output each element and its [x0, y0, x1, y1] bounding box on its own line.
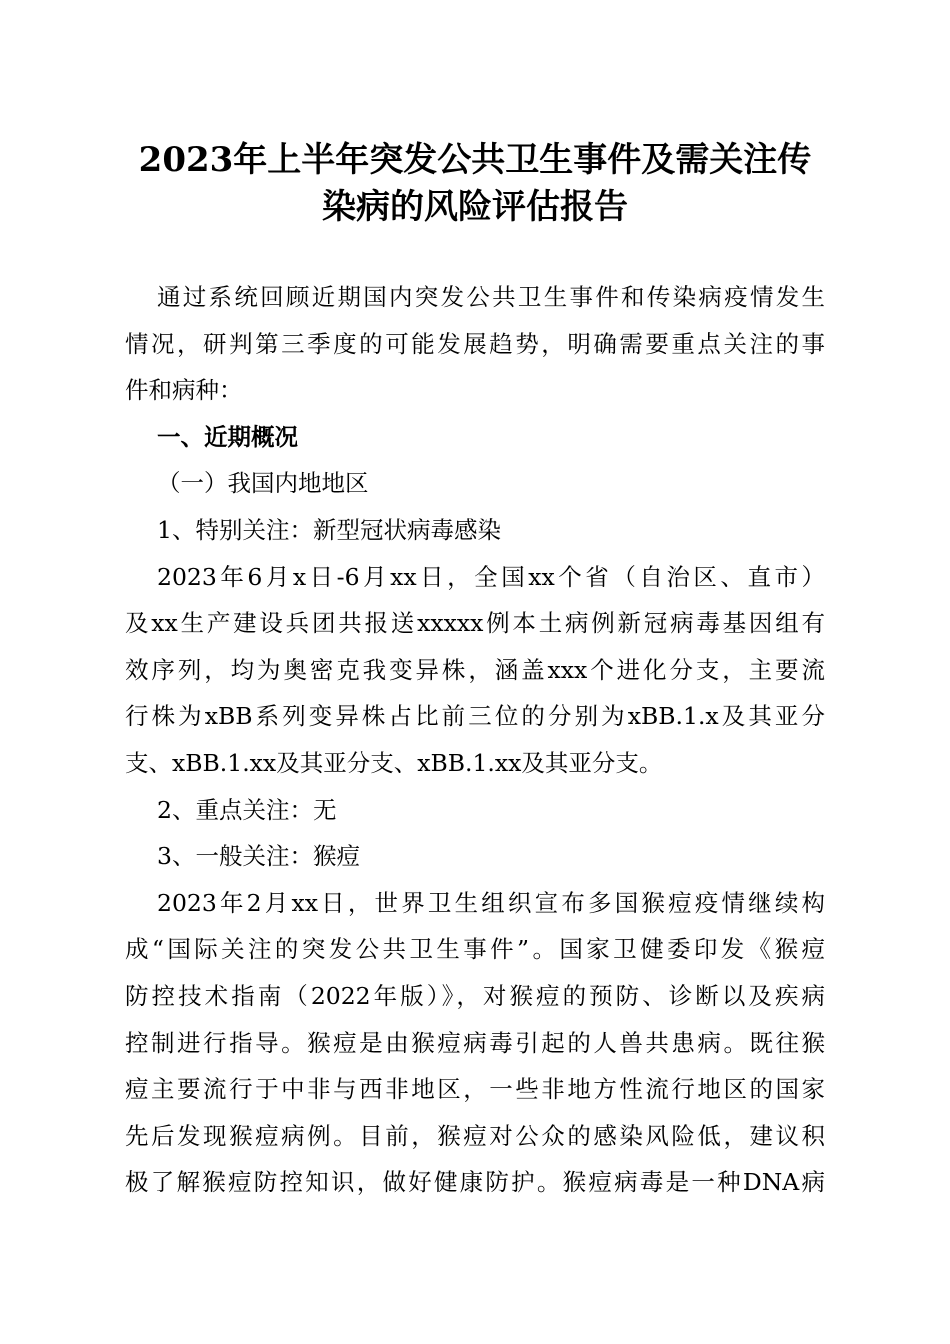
item-heading: 1、特别关注：新型冠状病毒感染 — [157, 515, 501, 544]
paragraph-line: 支、xBB.1.xx及其亚分支、xBB.1.xx及其亚分支。 — [125, 748, 663, 777]
paragraph-line: 效序列，均为奥密克我变异株，涵盖xxx个进化分支，主要流 — [125, 655, 825, 684]
intro-line: 通过系统回顾近期国内突发公共卫生事件和传染病疫情发生 — [157, 283, 825, 311]
paragraph-line: 极了解猴痘防控知识，做好健康防护。猴痘病毒是一种DNA病 — [125, 1168, 825, 1197]
paragraph-line: 2023年2月xx日，世界卫生组织宣布多国猴痘疫情继续构 — [157, 888, 825, 917]
paragraph-line: 2023年6月x日-6月xx日，全国xx个省（自治区、直市） — [157, 562, 825, 591]
title-line: 染病的风险评估报告 — [322, 187, 628, 227]
document-body — [125, 274, 825, 1206]
paragraph-line: 痘主要流行于中非与西非地区，一些非地方性流行地区的国家 — [125, 1075, 825, 1104]
paragraph-line: 控制进行指导。猴痘是由猴痘病毒引起的人兽共患病。既往猴 — [125, 1028, 825, 1057]
subsection-heading: （一）我国内地地区 — [157, 469, 369, 498]
item-heading: 3、一般关注：猴痘 — [157, 842, 360, 871]
paragraph-line: 防控技术指南（2022年版）》，对猴痘的预防、诊断以及疾病 — [125, 981, 825, 1010]
paragraph-line: 先后发现猴痘病例。目前，猴痘对公众的感染风险低，建议积 — [125, 1121, 825, 1150]
title-line: 2023年上半年突发公共卫生事件及需关注传 — [138, 140, 812, 180]
paragraph-line: 及xx生产建设兵团共报送xxxxx例本土病例新冠病毒基因组有 — [125, 609, 825, 638]
paragraph-line: 行株为xBB系列变异株占比前三位的分别为xBB.1.x及其亚分 — [125, 702, 825, 731]
intro-line: 件和病种： — [125, 376, 243, 405]
intro-line: 情况，研判第三季度的可能发展趋势，明确需要重点关注的事 — [125, 329, 825, 358]
section-heading: 一、近期概况 — [157, 422, 298, 451]
paragraph-line: 成“国际关注的突发公共卫生事件”。国家卫健委印发《猴痘 — [125, 935, 825, 964]
document-title — [0, 137, 950, 231]
item-heading: 2、重点关注：无 — [157, 795, 337, 824]
